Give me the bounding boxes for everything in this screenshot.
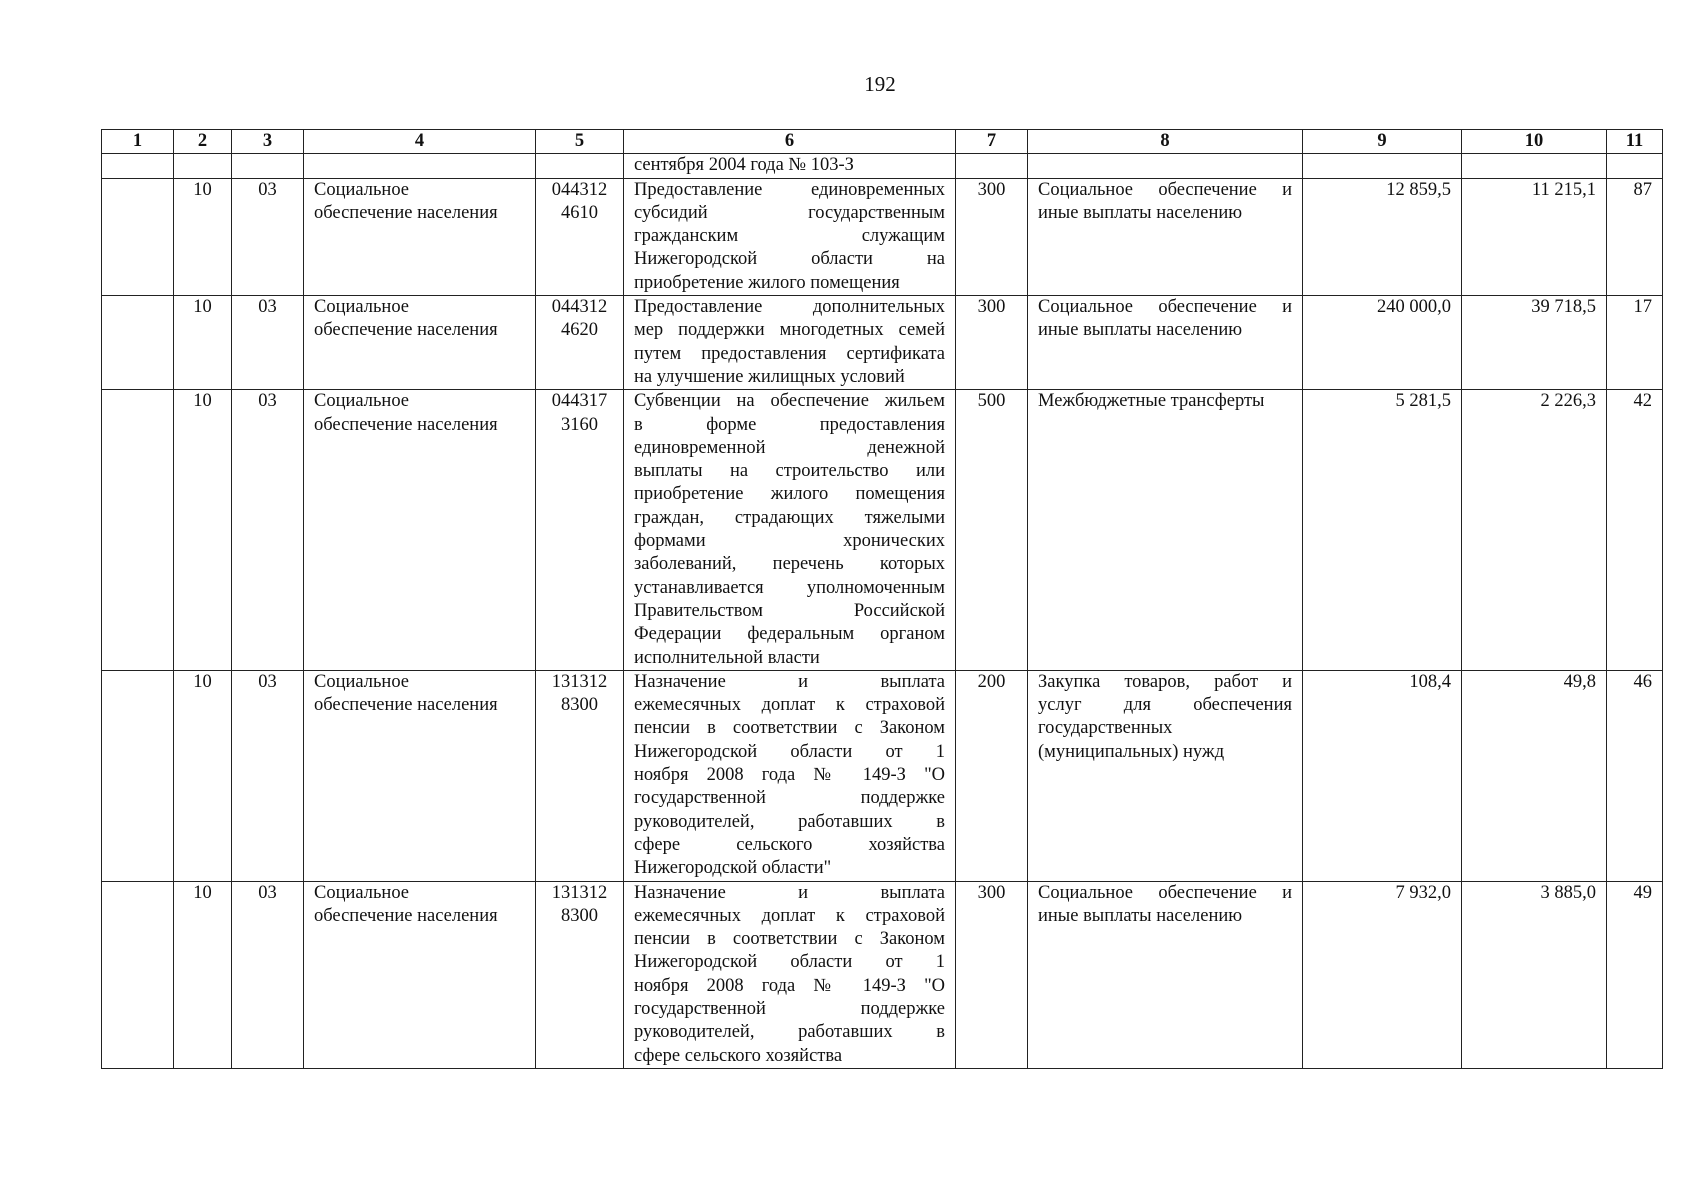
cell-col6: сентября 2004 года № 103-З <box>624 154 956 178</box>
cell-line: иные выплаты населению <box>1038 905 1243 926</box>
cell-col10 <box>1462 154 1607 178</box>
cell-line: ежемесячных доплат к страховой <box>634 695 945 716</box>
cell-line: Социальное обеспечение и <box>1038 297 1292 318</box>
cell-col1 <box>102 154 174 178</box>
cell-line: путем предоставления сертификата <box>634 343 945 364</box>
cell-col11: 42 <box>1607 390 1663 671</box>
cell-col7 <box>956 154 1028 178</box>
cell-line: 4610 <box>561 202 598 223</box>
cell-line: Социальное <box>314 391 410 412</box>
cell-line: устанавливается уполномоченным <box>634 577 945 598</box>
cell-line: Назначение и выплата <box>634 671 945 692</box>
table-row <box>102 670 1663 881</box>
cell-line: ноября 2008 года № 149-З "О <box>634 975 945 996</box>
cell-line: Социальное <box>314 297 410 318</box>
cell-col7: 200 <box>956 670 1028 881</box>
cell-col11: 87 <box>1607 178 1663 295</box>
cell-col10: 39 718,5 <box>1462 296 1607 390</box>
cell-line: сфере сельского хозяйства <box>634 1045 843 1066</box>
cell-col10: 49,8 <box>1462 670 1607 881</box>
cell-col7: 300 <box>956 296 1028 390</box>
cell-col8 <box>1028 670 1303 881</box>
cell-line: Нижегородской области на <box>634 249 945 270</box>
column-header-2: 2 <box>174 130 232 154</box>
cell-col9: 5 281,5 <box>1303 390 1462 671</box>
cell-line: граждан, страдающих тяжелыми <box>634 507 945 528</box>
cell-col8 <box>1028 390 1303 671</box>
cell-col1 <box>102 881 174 1068</box>
cell-line: 4620 <box>561 320 598 341</box>
cell-col2: 10 <box>174 670 232 881</box>
cell-col1 <box>102 296 174 390</box>
cell-line: Нижегородской области от 1 <box>634 952 945 973</box>
cell-col3: 03 <box>232 390 304 671</box>
header-row <box>102 130 1663 154</box>
cell-col6 <box>624 178 956 295</box>
column-header-3: 3 <box>232 130 304 154</box>
cell-line: обеспечение населения <box>314 202 498 223</box>
cell-line: обеспечение населения <box>314 414 498 435</box>
cell-line: Правительством Российской <box>634 600 945 621</box>
cell-line: формами хронических <box>634 531 945 552</box>
column-header-7: 7 <box>956 130 1028 154</box>
cell-line: Социальное <box>314 882 410 903</box>
cell-col6 <box>624 390 956 671</box>
cell-line: обеспечение населения <box>314 695 498 716</box>
cell-col2: 10 <box>174 881 232 1068</box>
column-header-10: 10 <box>1462 130 1607 154</box>
cell-line: Нижегородской области" <box>634 858 832 879</box>
cell-col11: 17 <box>1607 296 1663 390</box>
cell-line: ноября 2008 года № 149-З "О <box>634 765 945 786</box>
cell-col1 <box>102 178 174 295</box>
cell-line: Межбюджетные трансферты <box>1038 391 1265 412</box>
cell-line: иные выплаты населению <box>1038 202 1243 223</box>
cell-col5 <box>536 390 624 671</box>
cell-col4 <box>304 670 536 881</box>
cell-line: Федерации федеральным органом <box>634 624 945 645</box>
cell-col3: 03 <box>232 178 304 295</box>
cell-line: обеспечение населения <box>314 320 498 341</box>
cell-line: Социальное обеспечение и <box>1038 179 1292 200</box>
cell-col7: 300 <box>956 178 1028 295</box>
cell-line: руководителей, работавших в <box>634 1022 945 1043</box>
cell-line: субсидий государственным <box>634 202 945 223</box>
cell-col11: 49 <box>1607 881 1663 1068</box>
cell-col6 <box>624 881 956 1068</box>
cell-col8 <box>1028 154 1303 178</box>
cell-line: единовременной денежной <box>634 437 945 458</box>
cell-line: Нижегородской области от 1 <box>634 741 945 762</box>
cell-line: государственной поддержке <box>634 998 945 1019</box>
cell-col10: 11 215,1 <box>1462 178 1607 295</box>
cell-line: ежемесячных доплат к страховой <box>634 905 945 926</box>
cell-line: в форме предоставления <box>634 414 945 435</box>
cell-col2: 10 <box>174 390 232 671</box>
cell-col9: 240 000,0 <box>1303 296 1462 390</box>
cell-col8 <box>1028 178 1303 295</box>
cell-line: выплаты на строительство или <box>634 461 945 482</box>
cell-line: сфере сельского хозяйства <box>634 834 945 855</box>
continuation-row <box>102 154 1663 178</box>
cell-col2 <box>174 154 232 178</box>
cell-line: 3160 <box>561 414 598 435</box>
cell-line: 131312 <box>551 671 608 692</box>
table-row <box>102 881 1663 1068</box>
column-header-9: 9 <box>1303 130 1462 154</box>
cell-line: Социальное <box>314 671 410 692</box>
cell-line: Субвенции на обеспечение жильем <box>634 391 945 412</box>
cell-col4 <box>304 296 536 390</box>
cell-col1 <box>102 390 174 671</box>
cell-line: исполнительной власти <box>634 647 820 668</box>
cell-col4 <box>304 881 536 1068</box>
cell-line: 044312 <box>551 179 608 200</box>
cell-line: Социальное <box>314 179 410 200</box>
cell-col4 <box>304 390 536 671</box>
cell-line: государственной поддержке <box>634 788 945 809</box>
table-row <box>102 178 1663 295</box>
cell-line: гражданским служащим <box>634 226 945 247</box>
cell-col5 <box>536 296 624 390</box>
column-header-6: 6 <box>624 130 956 154</box>
cell-col3: 03 <box>232 296 304 390</box>
cell-line: 8300 <box>561 695 598 716</box>
cell-line: (муниципальных) нужд <box>1038 741 1225 762</box>
cell-line: Закупка товаров, работ и <box>1038 671 1292 692</box>
cell-col7: 500 <box>956 390 1028 671</box>
cell-col5 <box>536 154 624 178</box>
cell-col5 <box>536 881 624 1068</box>
cell-col6 <box>624 670 956 881</box>
cell-line: заболеваний, перечень которых <box>634 554 945 575</box>
cell-line: обеспечение населения <box>314 905 498 926</box>
cell-col7: 300 <box>956 881 1028 1068</box>
column-header-5: 5 <box>536 130 624 154</box>
table-row <box>102 296 1663 390</box>
cell-line: государственных <box>1038 718 1173 739</box>
cell-line: иные выплаты населению <box>1038 320 1243 341</box>
page-number: 192 <box>864 72 896 96</box>
cell-col5 <box>536 670 624 881</box>
cell-col1 <box>102 670 174 881</box>
column-header-11: 11 <box>1607 130 1663 154</box>
cell-line: Предоставление единовременных <box>634 179 945 200</box>
cell-line: пенсии в соответствии с Законом <box>634 718 945 739</box>
cell-col4 <box>304 154 536 178</box>
cell-col9: 12 859,5 <box>1303 178 1462 295</box>
column-header-1: 1 <box>102 130 174 154</box>
cell-line: 044317 <box>551 391 608 412</box>
cell-line: 8300 <box>561 905 598 926</box>
cell-line: пенсии в соответствии с Законом <box>634 929 945 950</box>
cell-line: услуг для обеспечения <box>1038 695 1292 716</box>
cell-col6 <box>624 296 956 390</box>
cell-col10: 2 226,3 <box>1462 390 1607 671</box>
cell-col3: 03 <box>232 881 304 1068</box>
cell-col5 <box>536 178 624 295</box>
cell-col10: 3 885,0 <box>1462 881 1607 1068</box>
cell-col4 <box>304 178 536 295</box>
cell-col11 <box>1607 154 1663 178</box>
cell-line: 044312 <box>551 297 608 318</box>
cell-col3: 03 <box>232 670 304 881</box>
cell-col11: 46 <box>1607 670 1663 881</box>
cell-col9: 108,4 <box>1303 670 1462 881</box>
cell-col8 <box>1028 296 1303 390</box>
cell-col9: 7 932,0 <box>1303 881 1462 1068</box>
cell-col8 <box>1028 881 1303 1068</box>
cell-col2: 10 <box>174 296 232 390</box>
cell-line: Предоставление дополнительных <box>634 297 945 318</box>
cell-col9 <box>1303 154 1462 178</box>
cell-col2: 10 <box>174 178 232 295</box>
cell-line: приобретение жилого помещения <box>634 272 900 293</box>
cell-line: Социальное обеспечение и <box>1038 882 1292 903</box>
cell-line: руководителей, работавших в <box>634 811 945 832</box>
budget-table <box>101 129 1663 1069</box>
cell-line: приобретение жилого помещения <box>634 484 945 505</box>
cell-line: 131312 <box>551 882 608 903</box>
cell-line: мер поддержки многодетных семей <box>634 320 945 341</box>
cell-line: на улучшение жилищных условий <box>634 366 905 387</box>
cell-line: Назначение и выплата <box>634 882 945 903</box>
column-header-8: 8 <box>1028 130 1303 154</box>
table-row <box>102 390 1663 671</box>
column-header-4: 4 <box>304 130 536 154</box>
cell-col3 <box>232 154 304 178</box>
